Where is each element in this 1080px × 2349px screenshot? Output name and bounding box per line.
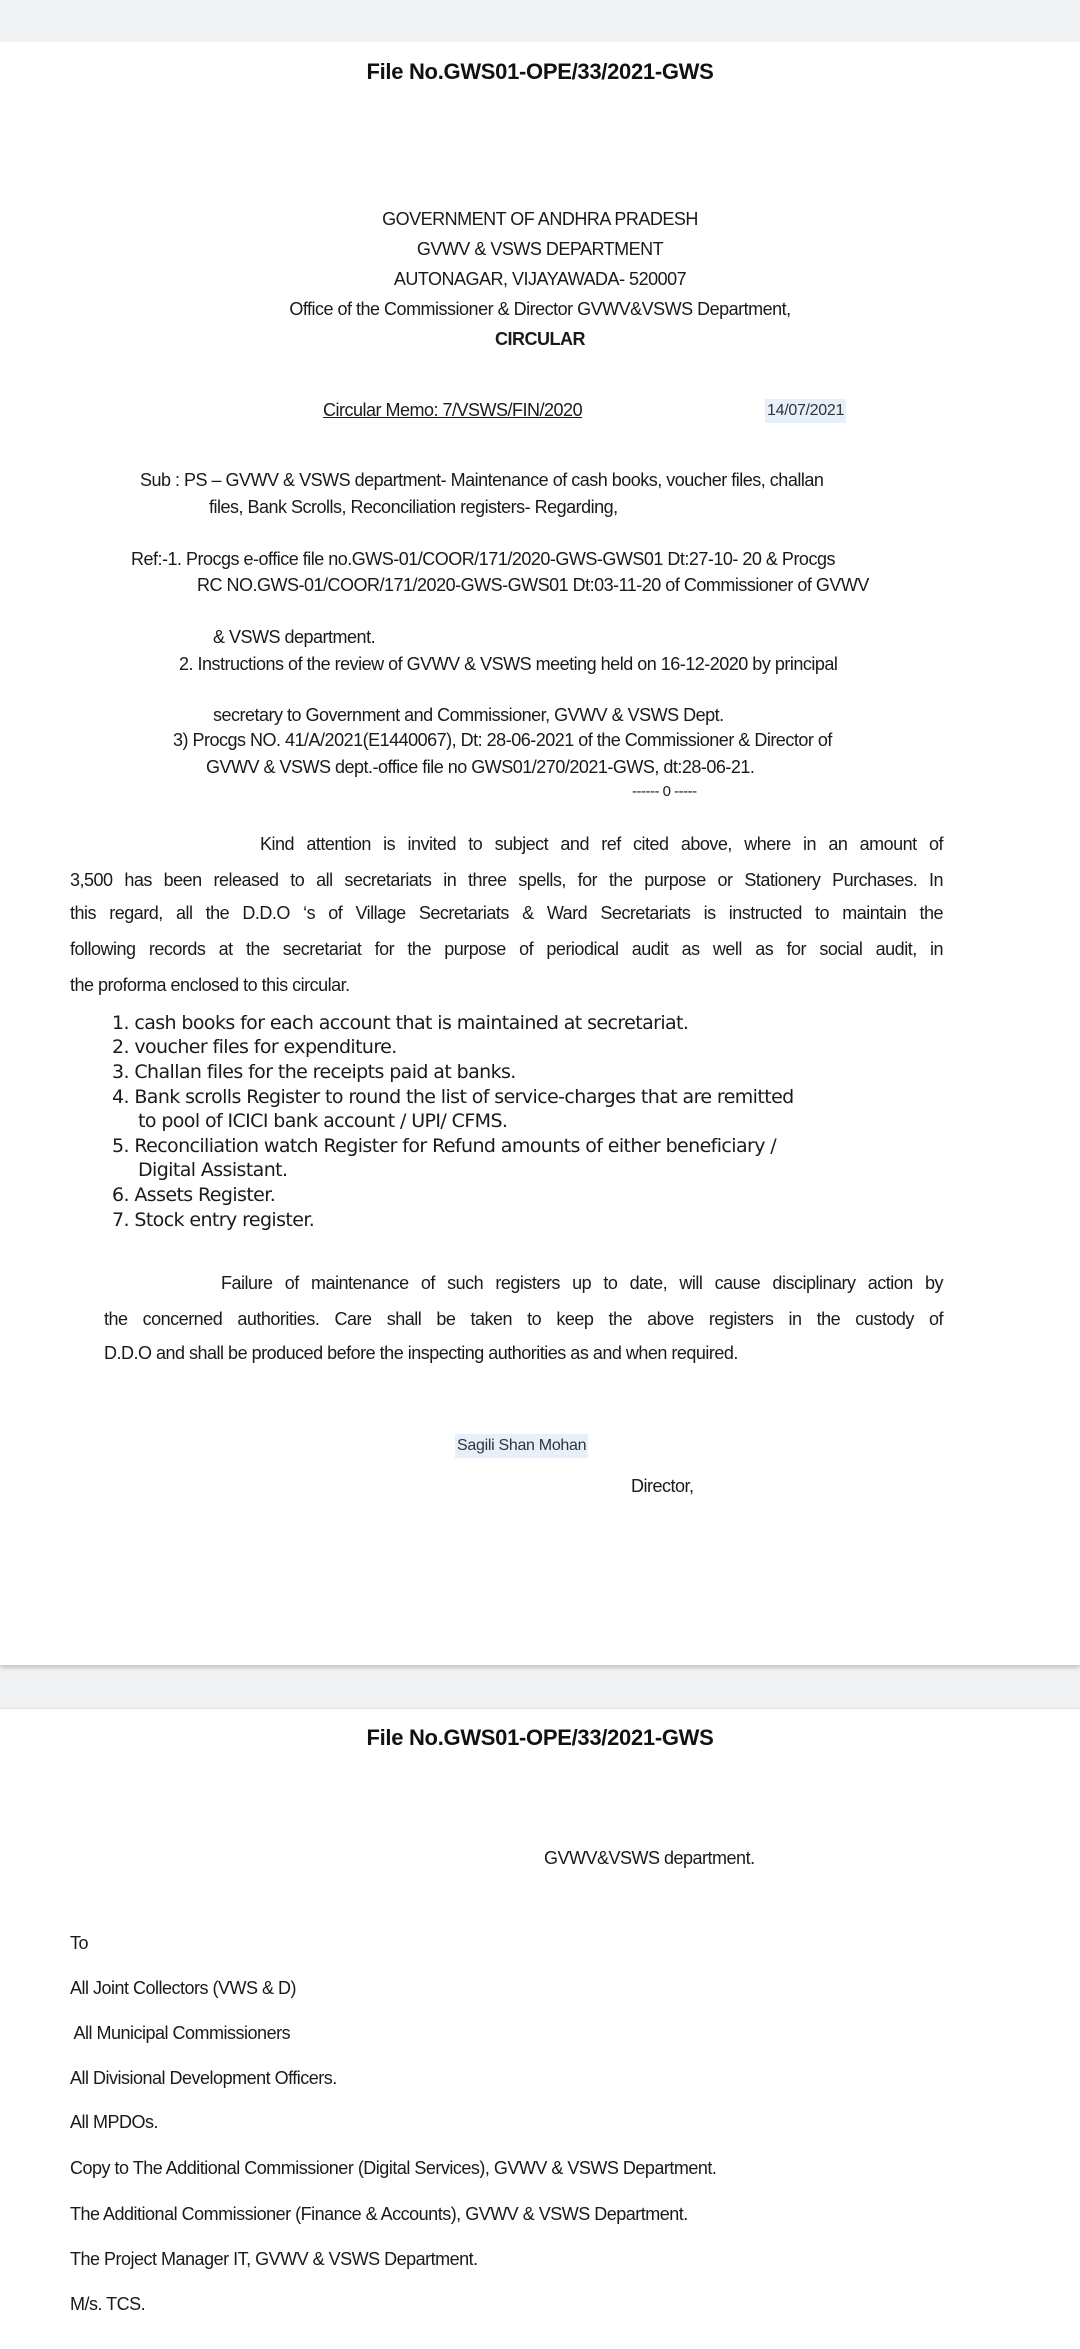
- record-list-item-continued: Digital Assistant.: [138, 1159, 288, 1181]
- recipient-item: All MPDOs.: [70, 2112, 159, 2132]
- closing-line: the concerned authorities. Care shall be taken to keep the above registers in the custody of: [104, 1309, 943, 1329]
- record-list-item: 2. voucher files for expenditure.: [112, 1036, 397, 1058]
- record-list-item: 4. Bank scrolls Register to round the list of service-charges that are remitted: [112, 1086, 794, 1108]
- record-list-item: 7. Stock entry register.: [112, 1209, 315, 1231]
- record-list-item: 3. Challan files for the receipts paid at banks.: [112, 1061, 516, 1083]
- recipient-item: Copy to The Additional Commissioner (Digital Services), GVWV & VSWS Department.: [70, 2158, 717, 2178]
- recipient-item: All Joint Collectors (VWS & D): [70, 1978, 297, 1998]
- recipient-item: M/s. TCS.: [70, 2294, 146, 2314]
- record-list-item: 1. cash books for each account that is maintained at secretariat.: [112, 1012, 689, 1034]
- reference-line: GVWV & VSWS dept.-office file no GWS01/270/2021-GWS, dt:28-06-21.: [206, 757, 755, 777]
- record-list-item: 6. Assets Register.: [112, 1184, 276, 1206]
- body-line: 3,500 has been released to all secretariats in three spells, for the purpose or Stationery Purchases. In: [70, 870, 943, 890]
- document-page-2: [0, 1708, 1080, 2349]
- separator: ------ 0 -----: [632, 783, 697, 800]
- signatory-name: Sagili Shan Mohan: [455, 1434, 588, 1458]
- signatory-designation: Director,: [631, 1476, 694, 1496]
- reference-line: 2. Instructions of the review of GVWV & VSWS meeting held on 16-12-2020 by principal: [179, 654, 838, 674]
- file-number-heading: File No.GWS01-OPE/33/2021-GWS: [366, 1725, 714, 1750]
- header-address: AUTONAGAR, VIJAYAWADA- 520007: [393, 269, 687, 289]
- body-line: following records at the secretariat for the purpose of periodical audit as well as for social audit, in: [70, 939, 943, 959]
- body-line: the proforma enclosed to this circular.: [70, 975, 350, 995]
- record-list-item: 5. Reconciliation watch Register for Refund amounts of either beneficiary /: [112, 1135, 777, 1157]
- reference-line: Ref:-1. Procgs e-office file no.GWS-01/COOR/171/2020-GWS-GWS01 Dt:27-10- 20 & Procgs: [131, 549, 835, 569]
- record-list-item-continued: to pool of ICICI bank account / UPI/ CFMS.: [138, 1110, 508, 1132]
- file-number-heading: File No.GWS01-OPE/33/2021-GWS: [366, 59, 714, 84]
- circular-memo-number: Circular Memo: 7/VSWS/FIN/2020: [323, 400, 583, 420]
- reference-line: 3) Procgs NO. 41/A/2021(E1440067), Dt: 28-06-2021 of the Commissioner & Director of: [173, 730, 832, 750]
- closing-line: Failure of maintenance of such registers up to date, will cause disciplinary action by: [221, 1273, 943, 1293]
- subject-line-1: Sub : PS – GVWV & VSWS department- Maintenance of cash books, voucher files, challan: [140, 470, 824, 490]
- reference-line: secretary to Government and Commissioner, GVWV & VSWS Dept.: [213, 705, 724, 725]
- recipient-item: All Divisional Development Officers.: [70, 2068, 337, 2088]
- reference-line: & VSWS department.: [213, 627, 376, 647]
- header-department: GVWV & VSWS DEPARTMENT: [416, 239, 664, 259]
- to-label: To: [70, 1933, 89, 1953]
- recipient-item: The Additional Commissioner (Finance & Accounts), GVWV & VSWS Department.: [70, 2204, 688, 2224]
- subject-line-2: files, Bank Scrolls, Reconciliation registers- Regarding,: [209, 497, 618, 517]
- header-circular: CIRCULAR: [495, 329, 585, 349]
- department-line: GVWV&VSWS department.: [544, 1848, 755, 1868]
- recipient-item: The Project Manager IT, GVWV & VSWS Department.: [70, 2249, 478, 2269]
- recipient-item: All Municipal Commissioners: [70, 2023, 291, 2043]
- circular-date: 14/07/2021: [765, 399, 846, 423]
- body-line: Kind attention is invited to subject and ref cited above, where in an amount of: [260, 834, 943, 854]
- header-government: GOVERNMENT OF ANDHRA PRADESH: [382, 209, 698, 229]
- reference-line: RC NO.GWS-01/COOR/171/2020-GWS-GWS01 Dt:03-11-20 of Commissioner of GVWV: [197, 575, 869, 595]
- closing-line: D.D.O and shall be produced before the inspecting authorities as and when required.: [104, 1343, 738, 1363]
- document-page-1: [0, 42, 1080, 1665]
- body-line: this regard, all the D.D.O ‘s of Village Secretariats & Ward Secretariats is instructed to maintain the: [70, 903, 943, 923]
- header-office: Office of the Commissioner & Director GVWV&VSWS Department,: [289, 299, 791, 319]
